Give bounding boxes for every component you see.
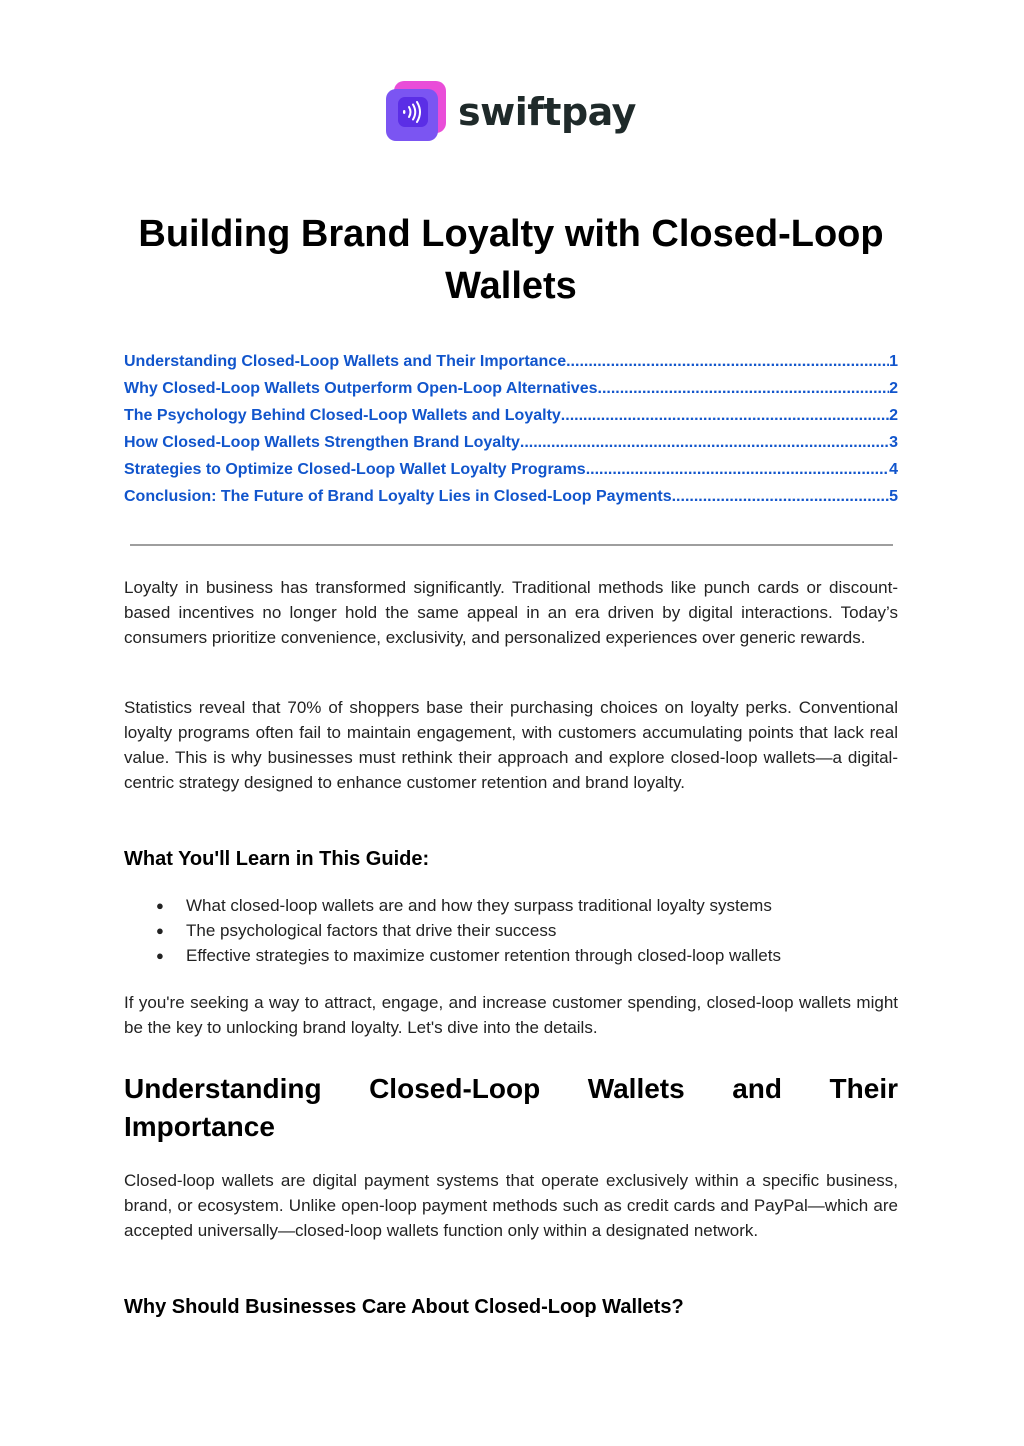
learn-bullet-list [124,893,898,968]
toc-leader [566,353,889,371]
contactless-pay-icon [386,81,448,143]
list-item-text: What closed-loop wallets are and how they surpass traditional loyalty systems [186,896,772,915]
table-of-contents [124,353,898,515]
toc-item[interactable] [124,488,898,515]
list-item [124,918,898,943]
learn-closing-paragraph: If you're seeking a way to attract, engage, and increase customer spending, closed-loop wallets might be the key to unlocking brand loyalty. Let's dive into the details. [124,993,898,1037]
section-heading-line-2: Importance [124,1111,275,1142]
brand-logo [386,80,636,144]
bullet-icon: ● [156,898,164,913]
toc-item[interactable] [124,461,898,488]
brand-wordmark: swiftpay [458,90,636,134]
toc-item-text[interactable]: How Closed-Loop Wallets Strengthen Brand Loyalty [124,434,520,451]
toc-page-number[interactable]: 1 [889,353,898,370]
section-paragraph-1: Closed-loop wallets are digital payment systems that operate exclusively within a specific business, brand, or ecosystem. Unlike open-loop payment methods such as credit cards and PayPal—which are accepted universally—closed-loop wallets function only within a designated network. [124,1171,898,1240]
toc-item[interactable] [124,434,898,461]
section-heading-line-1: Understanding Closed-Loop Wallets and Their [124,1073,898,1104]
toc-item-text[interactable]: The Psychology Behind Closed-Loop Wallets and Loyalty [124,407,561,424]
document-title: Building Brand Loyalty with Closed-Loop Wallets [138,213,884,307]
toc-item-text[interactable]: Conclusion: The Future of Brand Loyalty Lies in Closed-Loop Payments [124,488,672,505]
toc-leader [520,434,889,452]
toc-item-text[interactable]: Strategies to Optimize Closed-Loop Wallet Loyalty Programs [124,461,586,478]
toc-page-number[interactable]: 2 [889,407,898,424]
horizontal-divider [130,544,893,546]
toc-page-number[interactable]: 5 [889,488,898,505]
bullet-icon: ● [156,948,164,963]
toc-page-number[interactable]: 4 [889,461,898,478]
list-item [124,943,898,968]
intro-paragraph-2: Statistics reveal that 70% of shoppers base their purchasing choices on loyalty perks. Conventional loyalty programs often fail to maintain engagement, with customers accumulating points that lack real value. This is why businesses must rethink their approach and explore closed-loop wallets—a digital-centric strategy designed to enhance customer retention and brand loyalty. [124,698,898,792]
toc-item-text[interactable]: Understanding Closed-Loop Wallets and Their Importance [124,353,567,370]
toc-leader [561,407,889,425]
toc-page-number[interactable]: 2 [889,380,898,397]
section-subheading: Why Should Businesses Care About Closed-Loop Wallets? [124,1296,684,1318]
list-item [124,893,898,918]
learn-heading: What You'll Learn in This Guide: [124,848,430,870]
toc-page-number[interactable]: 3 [889,434,898,451]
toc-leader [586,461,889,479]
toc-leader [672,488,889,506]
toc-item[interactable] [124,380,898,407]
toc-item[interactable] [124,353,898,380]
bullet-icon: ● [156,923,164,938]
list-item-text: Effective strategies to maximize customer retention through closed-loop wallets [186,946,781,965]
toc-item-text[interactable]: Why Closed-Loop Wallets Outperform Open-Loop Alternatives [124,380,598,397]
section-heading [124,1070,898,1146]
toc-item[interactable] [124,407,898,434]
toc-leader [598,380,890,398]
list-item-text: The psychological factors that drive their success [186,921,557,940]
intro-paragraph-1: Loyalty in business has transformed significantly. Traditional methods like punch cards or discount-based incentives no longer hold the same appeal in an era driven by digital interactions. Today’s consumers prioritize convenience, exclusivity, and personalized experiences over generic rewards. [124,578,898,647]
